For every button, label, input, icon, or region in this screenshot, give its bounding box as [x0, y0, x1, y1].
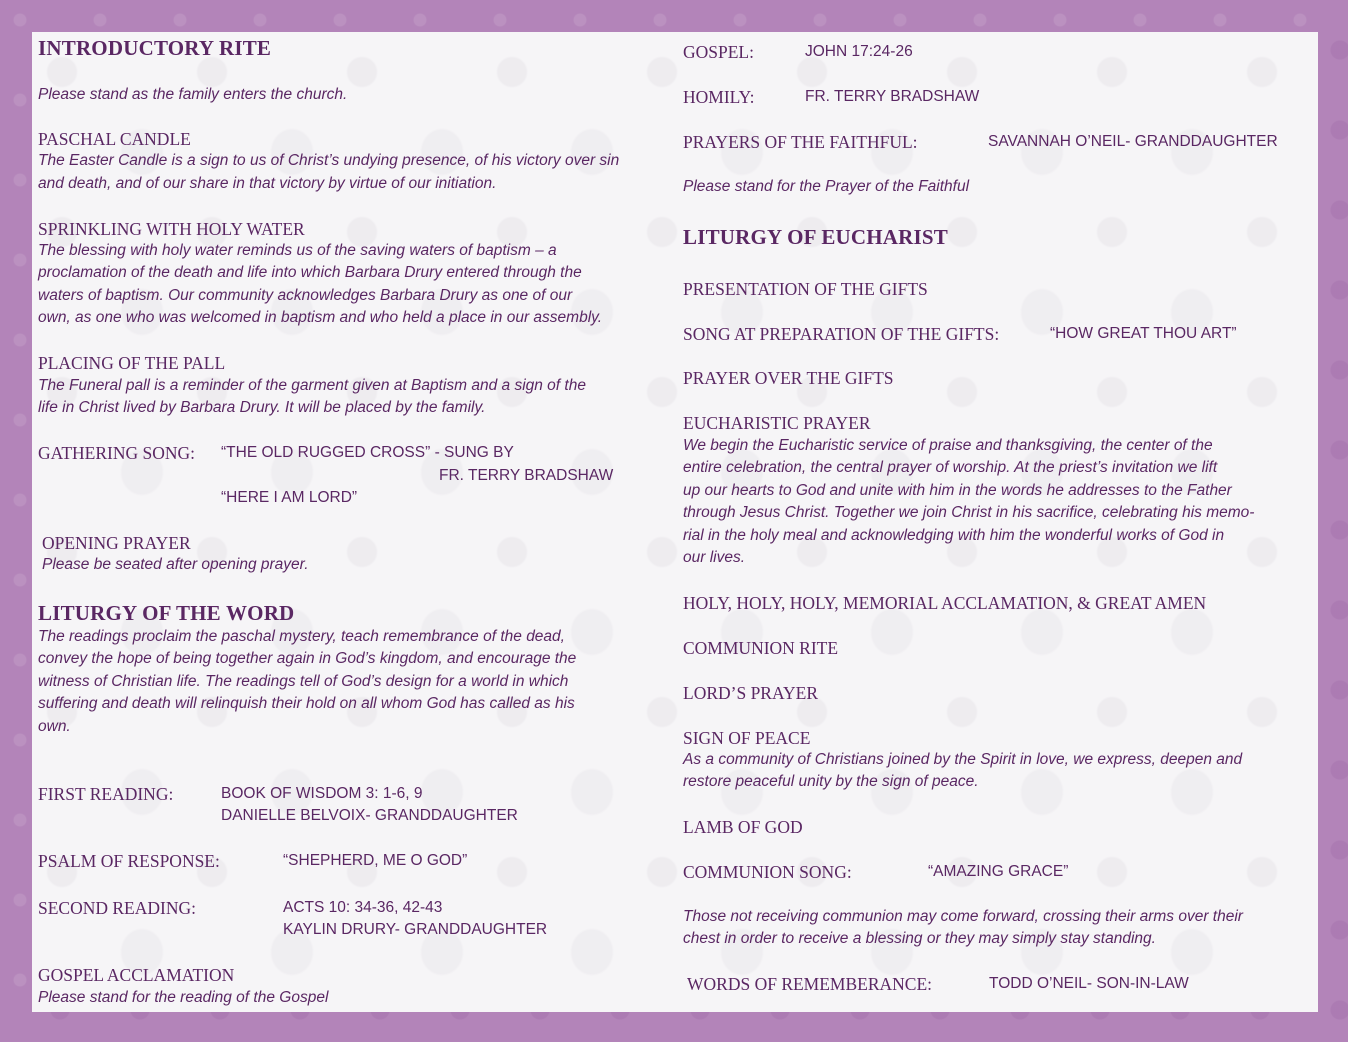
psalm-label: PSALM OF RESPONSE: — [38, 851, 220, 871]
program-page — [32, 32, 1318, 1012]
communion-note-line: Those not receiving communion may come forward, crossing their arms over their — [683, 908, 1243, 925]
song-preparation-label: SONG AT PREPARATION OF THE GIFTS: — [683, 324, 1000, 344]
first-reading-reader: DANIELLE BELVOIX- GRANDDAUGHTER — [221, 807, 518, 824]
liturgy-eucharist-heading: LITURGY OF EUCHARIST — [683, 225, 948, 249]
eucharistic-prayer-heading: EUCHARISTIC PRAYER — [683, 413, 871, 433]
sign-of-peace-heading: SIGN OF PEACE — [683, 728, 811, 748]
sprinkling-line: own, as one who was welcomed in baptism and who held a place in our assembly. — [38, 309, 603, 326]
liturgy-word-line: The readings proclaim the paschal mystery, teach remembrance of the dead, — [38, 628, 565, 645]
remembrance-value: TODD O’NEIL- SON-IN-LAW — [989, 975, 1189, 992]
prayer-over-gifts-heading: PRAYER OVER THE GIFTS — [683, 368, 894, 388]
sign-of-peace-line: restore peaceful unity by the sign of peace. — [683, 773, 979, 790]
homily-label: HOMILY: — [683, 87, 755, 107]
gospel-acclamation-heading: GOSPEL ACCLAMATION — [38, 965, 235, 985]
paschal-candle-line: and death, and of our share in that victory by virtue of our initiation. — [38, 175, 497, 192]
opening-prayer-heading: OPENING PRAYER — [42, 533, 191, 553]
eucharistic-prayer-line: rial in the holy meal and acknowledging with him the wonderful works of God in — [683, 527, 1225, 544]
eucharistic-prayer-line: entire celebration, the central prayer of worship. At the priest’s invitation we lift — [683, 459, 1218, 476]
liturgy-word-line: witness of Christian life. The readings tell of God’s design for a world in which — [38, 673, 569, 690]
homily-value: FR. TERRY BRADSHAW — [805, 88, 980, 105]
paschal-candle-heading: PASCHAL CANDLE — [38, 129, 191, 149]
sprinkling-heading: SPRINKLING WITH HOLY WATER — [38, 219, 305, 239]
sprinkling-line: waters of baptism. Our community acknowledges Barbara Drury as one of our — [38, 287, 573, 304]
lamb-of-god-heading: LAMB OF GOD — [683, 817, 803, 837]
second-reading-value: ACTS 10: 34-36, 42-43 — [283, 899, 443, 916]
introductory-rite-heading: INTRODUCTORY RITE — [38, 36, 272, 60]
introductory-rite-instruction: Please stand as the family enters the church. — [38, 86, 348, 103]
sign-of-peace-line: As a community of Christians joined by the Spirit in love, we express, deepen and — [683, 751, 1243, 768]
eucharistic-prayer-line: We begin the Eucharistic service of praise and thanksgiving, the center of the — [683, 437, 1213, 454]
eucharistic-prayer-line: up our hearts to God and unite with him in the words he addresses to the Father — [683, 482, 1232, 499]
second-reading-label: SECOND READING: — [38, 898, 196, 918]
pall-line: The Funeral pall is a reminder of the garment given at Baptism and a sign of the — [38, 377, 586, 394]
gathering-song-label: GATHERING SONG: — [38, 443, 196, 463]
song-preparation-value: “HOW GREAT THOU ART” — [1050, 325, 1237, 342]
liturgy-word-line: suffering and death will relinquish their hold on all whom God has called as his — [38, 695, 575, 712]
presentation-heading: PRESENTATION OF THE GIFTS — [683, 279, 928, 299]
liturgy-word-line: convey the hope of being together again in God’s kingdom, and encourage the — [38, 650, 577, 667]
sprinkling-line: proclamation of the death and life into which Barbara Drury entered through the — [38, 264, 582, 281]
paschal-candle-line: The Easter Candle is a sign to us of Christ’s undying presence, of his victory over sin — [38, 152, 620, 169]
sprinkling-line: The blessing with holy water reminds us of the saving waters of baptism – a — [38, 242, 557, 259]
gathering-song-title-2: “HERE I AM LORD” — [221, 489, 358, 506]
prayers-faithful-value: SAVANNAH O’NEIL- GRANDDAUGHTER — [988, 133, 1278, 150]
liturgy-word-heading: LITURGY OF THE WORD — [38, 601, 295, 625]
gathering-song-singer: FR. TERRY BRADSHAW — [439, 467, 614, 484]
second-reading-reader: KAYLIN DRURY- GRANDDAUGHTER — [283, 921, 548, 938]
eucharistic-prayer-line: our lives. — [683, 549, 746, 566]
psalm-value: “SHEPHERD, ME O GOD” — [283, 852, 468, 869]
prayers-faithful-instruction: Please stand for the Prayer of the Faithful — [683, 178, 970, 195]
pall-heading: PLACING OF THE PALL — [38, 353, 226, 373]
communion-song-value: “AMAZING GRACE” — [928, 863, 1069, 880]
communion-rite-heading: COMMUNION RITE — [683, 638, 839, 658]
gospel-value: JOHN 17:24-26 — [805, 43, 913, 60]
eucharistic-prayer-line: through Jesus Christ. Together we join Christ in his sacrifice, celebrating his memo- — [683, 504, 1255, 521]
pall-line: life in Christ lived by Barbara Drury. It will be placed by the family. — [38, 399, 486, 416]
gathering-song-title: “THE OLD RUGGED CROSS” - SUNG BY — [221, 444, 514, 461]
prayers-faithful-label: PRAYERS OF THE FAITHFUL: — [683, 132, 918, 152]
lords-prayer-heading: LORD’S PRAYER — [683, 683, 819, 703]
gospel-acclamation-instruction: Please stand for the reading of the Gospel — [38, 989, 329, 1006]
holy-acclamation-heading: HOLY, HOLY, HOLY, MEMORIAL ACCLAMATION, & GREAT AMEN — [683, 593, 1207, 613]
first-reading-value: BOOK OF WISDOM 3: 1-6, 9 — [221, 785, 423, 802]
liturgy-word-line: own. — [38, 718, 71, 735]
communion-note-line: chest in order to receive a blessing or they may simply stay standing. — [683, 930, 1156, 947]
first-reading-label: FIRST READING: — [38, 784, 174, 804]
gospel-label: GOSPEL: — [683, 42, 754, 62]
communion-song-label: COMMUNION SONG: — [683, 862, 852, 882]
opening-prayer-instruction: Please be seated after opening prayer. — [42, 556, 309, 573]
remembrance-label: WORDS OF REMEMBERANCE: — [687, 974, 933, 994]
